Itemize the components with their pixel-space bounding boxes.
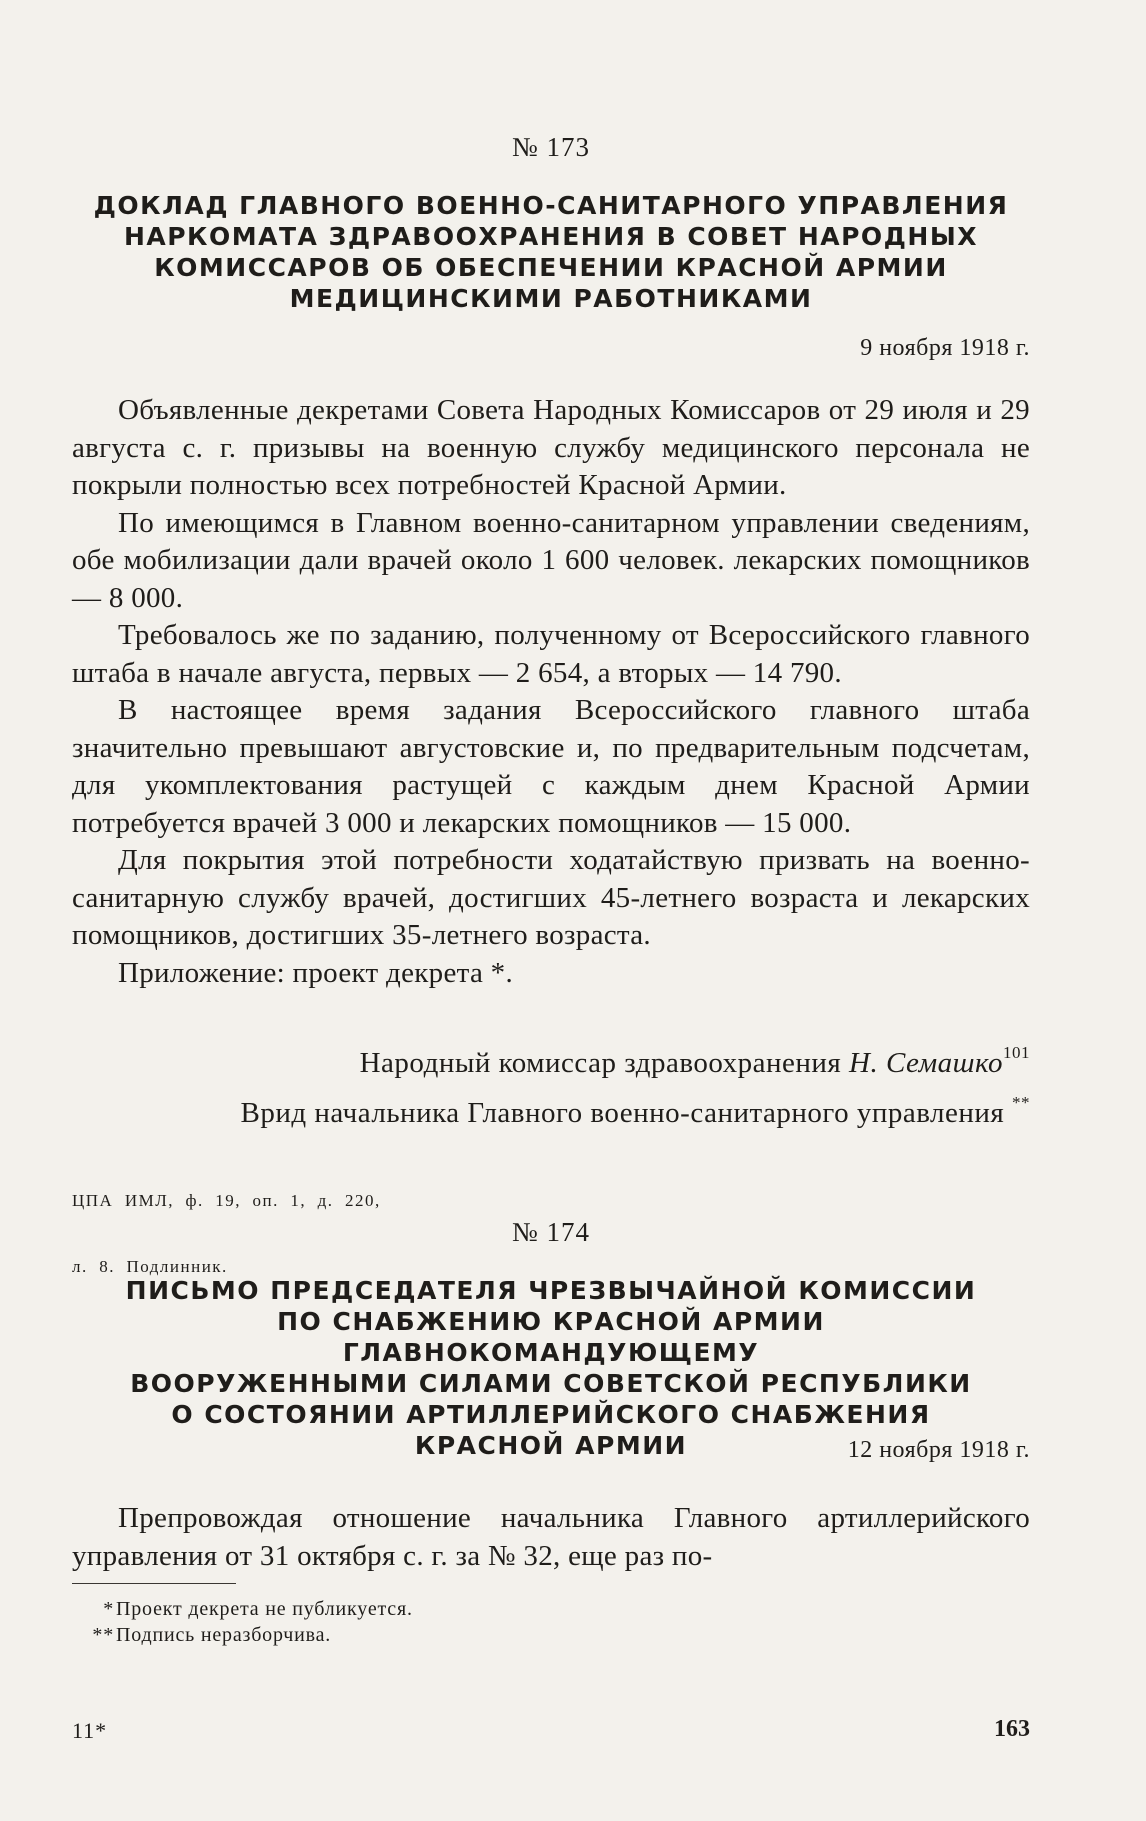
document-date: 12 ноября 1918 г. bbox=[847, 1437, 1030, 1463]
signature-position: Народный комиссар здравоохранения bbox=[359, 1047, 842, 1079]
footnote-mark: * bbox=[103, 1598, 114, 1620]
printer-signature-mark: 11* bbox=[72, 1718, 108, 1743]
footnote-mark: ** bbox=[92, 1624, 114, 1646]
archive-line: л. 8. Подлинник. bbox=[72, 1257, 228, 1276]
footnotes bbox=[72, 1596, 672, 1648]
document-number: № 173 bbox=[511, 132, 590, 162]
title-line: КРАСНОЙ АРМИИ bbox=[414, 1431, 688, 1460]
document-title bbox=[72, 1275, 1030, 1461]
signature-acting-head bbox=[241, 1093, 1030, 1130]
title-line: ПИСЬМО ПРЕДСЕДАТЕЛЯ ЧРЕЗВЫЧАЙНОЙ КОМИССИИ bbox=[125, 1276, 977, 1305]
note-reference: 101 bbox=[1003, 1043, 1030, 1062]
title-line: НАРКОМАТА ЗДРАВООХРАНЕНИЯ В СОВЕТ НАРОДНЫХ bbox=[123, 222, 979, 251]
title-line: ВООРУЖЕННЫМИ СИЛАМИ СОВЕТСКОЙ РЕСПУБЛИКИ bbox=[130, 1369, 972, 1398]
document-number: № 174 bbox=[511, 1217, 590, 1247]
archive-line: ЦПА ИМЛ, ф. 19, оп. 1, д. 220, bbox=[72, 1191, 381, 1210]
note-reference: ** bbox=[1012, 1093, 1030, 1112]
paragraph: Для покрытия этой потребности ходатайствую призвать на военно-санитарную службу врачей, достигших 45-летнего возраста и лекарских помощников, достигших 35-летнего возраста. bbox=[72, 844, 1030, 951]
paragraph: В настоящее время задания Всероссийского главного штаба значительно превышают августовские и, по предварительным подсчетам, для укомплектования растущей с каждым днем Красной Армии потребуется врачей 3 000 и лекарских помощников — 15 000. bbox=[72, 694, 1030, 839]
footnote bbox=[72, 1596, 672, 1622]
page-number: 163 bbox=[994, 1716, 1030, 1742]
paragraph: Приложение: проект декрета *. bbox=[118, 956, 514, 989]
footnote-divider bbox=[72, 1583, 236, 1584]
paragraph: Требовалось же по заданию, полученному от Всероссийского главного штаба в начале августа, первых — 2 654, а вторых — 14 790. bbox=[72, 619, 1030, 689]
title-line: МЕДИЦИНСКИМИ РАБОТНИКАМИ bbox=[289, 284, 813, 313]
document-body bbox=[72, 1500, 1030, 1575]
signature-people-commissar bbox=[360, 1043, 1030, 1080]
signature-position: Врид начальника Главного военно-санитарного управления bbox=[240, 1097, 1005, 1129]
title-line: О СОСТОЯНИИ АРТИЛЛЕРИЙСКОГО СНАБЖЕНИЯ bbox=[171, 1400, 931, 1429]
document-date: 9 ноября 1918 г. bbox=[860, 335, 1030, 361]
title-line: ДОКЛАД ГЛАВНОГО ВОЕННО-САНИТАРНОГО УПРАВЛЕНИЯ bbox=[93, 191, 1009, 220]
paragraph: Препровождая отношение начальника Главного артиллерийского управления от 31 октября с. г. за № 32, еще раз по- bbox=[72, 1502, 1030, 1572]
document-title bbox=[72, 190, 1030, 314]
paragraph: Объявленные декретами Совета Народных Комиссаров от 29 июля и 29 августа с. г. призывы на военную службу медицинского персонала не покрыли полностью всех потребностей Красной Армии. bbox=[72, 394, 1030, 501]
footnote-text: Проект декрета не публикуется. bbox=[116, 1598, 413, 1620]
signature-name: Н. Семашко bbox=[849, 1047, 1003, 1079]
title-line: КОМИССАРОВ ОБ ОБЕСПЕЧЕНИИ КРАСНОЙ АРМИИ bbox=[154, 253, 948, 282]
title-line: ПО СНАБЖЕНИЮ КРАСНОЙ АРМИИ ГЛАВНОКОМАНДУЮЩЕМУ bbox=[277, 1307, 825, 1367]
footnote bbox=[72, 1622, 672, 1648]
paragraph: По имеющимся в Главном военно-санитарном управлении сведениям, обе мобилизации дали врачей около 1 600 человек. лекарских помощников — 8 000. bbox=[72, 506, 1030, 614]
footnote-text: Подпись неразборчива. bbox=[116, 1624, 332, 1646]
document-body bbox=[72, 392, 1030, 992]
